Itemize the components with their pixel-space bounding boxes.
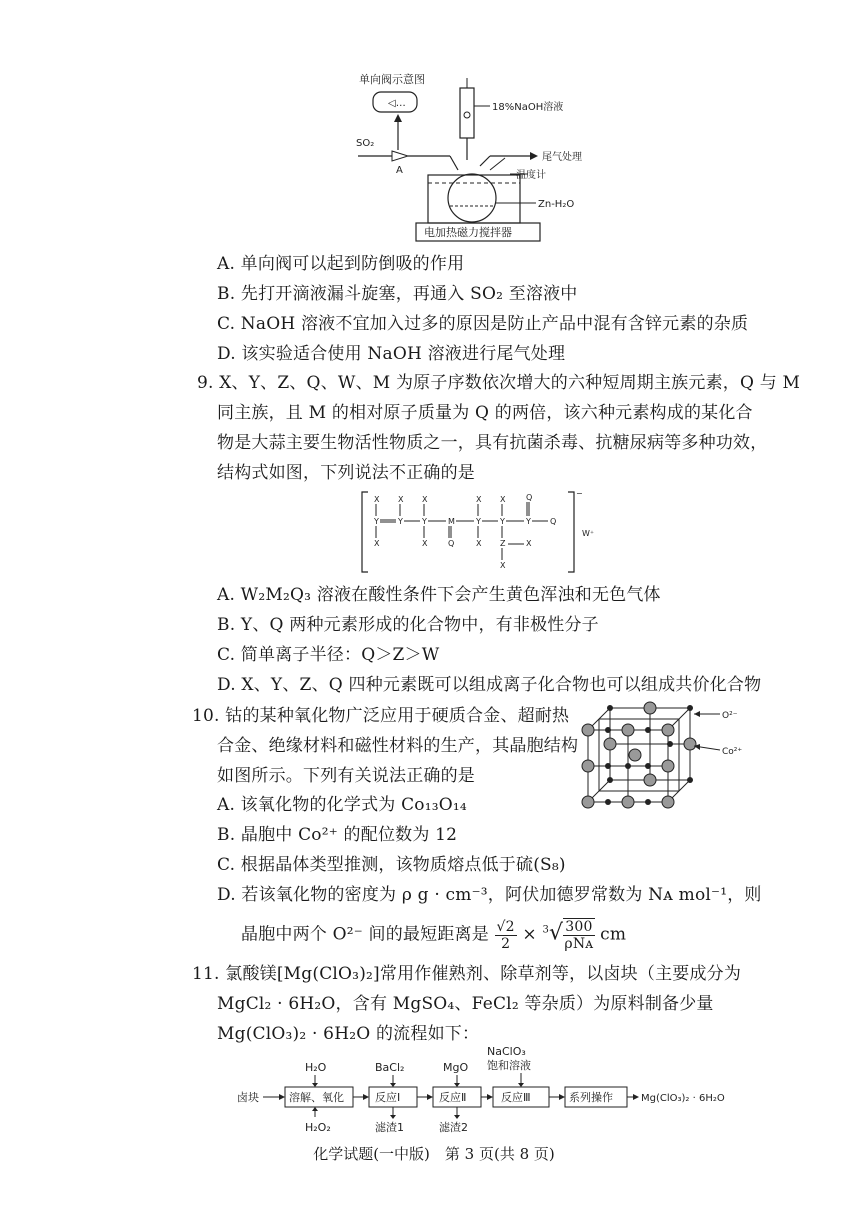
flow-box-1-label: 溶解、氧化 bbox=[289, 1091, 344, 1104]
times-symbol: × bbox=[522, 924, 537, 945]
q9-stem-line-1: 9. X、Y、Z、Q、W、M 为原子序数依次增大的六种短周期主族元素，Q 与 M bbox=[197, 373, 801, 393]
300-over-rho-na-fraction bbox=[563, 918, 594, 952]
flow-box-4-label: 反应Ⅲ bbox=[501, 1091, 531, 1104]
flow-in1-bottom: H₂O₂ bbox=[305, 1121, 331, 1134]
struct-charge: − bbox=[576, 489, 583, 498]
struct-mid-atom: Y bbox=[476, 517, 481, 526]
q8-option-c: C. NaOH 溶液不宜加入过多的原因是防止产品中混有含锌元素的杂质 bbox=[217, 314, 749, 334]
q10-stem-line-2: 合金、绝缘材料和磁性材料的生产，其晶胞结构 bbox=[217, 736, 579, 756]
struct-mid-atom: Y bbox=[500, 517, 505, 526]
check-valve-title: 单向阀示意图 bbox=[359, 73, 425, 86]
struct-top-atom: X bbox=[374, 495, 380, 504]
q9-stem-line-2: 同主族，且 M 的相对原子质量为 Q 的两倍，该六种元素构成的某化合 bbox=[217, 403, 753, 423]
struct-bottom-atom: X bbox=[476, 539, 482, 548]
struct-bottom-atom: X bbox=[374, 539, 380, 548]
q9-option-d: D. X、Y、Z、Q 四种元素既可以组成离子化合物也可以组成共价化合物 bbox=[217, 675, 762, 695]
flow-in3-top: MgO bbox=[443, 1061, 469, 1074]
flow-start: 卤块 bbox=[237, 1091, 259, 1104]
q9-structure-diagram bbox=[360, 488, 600, 576]
struct-top-atom: Q bbox=[526, 493, 533, 502]
struct-bottom2-atom: X bbox=[500, 561, 506, 570]
q10-stem-line-1: 10. 钴的某种氧化物广泛应用于硬质合金、超耐热 bbox=[192, 706, 570, 726]
fraction-numerator: 300 bbox=[565, 919, 593, 935]
struct-bottom-atom: Z bbox=[500, 539, 506, 548]
q10-option-d-line-2: 晶胞中两个 O²⁻ 间的最短距离是 $\frac{√2}{2}$ × $^3$√ $\frac{300}{\text{ρNᴀ}}$ cm bbox=[241, 918, 627, 952]
so2-label: SO₂ bbox=[356, 138, 375, 149]
crystal-o-label: O²⁻ bbox=[722, 711, 738, 721]
struct-top-atom: X bbox=[500, 495, 506, 504]
zn-label: Zn-H₂O bbox=[538, 199, 575, 210]
flow-in4-top-2: 饱和溶液 bbox=[487, 1059, 531, 1072]
flow-out2-bottom: 滤渣1 bbox=[375, 1121, 404, 1134]
sqrt2-over-2-fraction bbox=[495, 919, 517, 952]
struct-mid-atom: M bbox=[448, 517, 455, 526]
struct-bottom-atom: X bbox=[422, 539, 428, 548]
cuberoot-index: 3 bbox=[542, 924, 550, 936]
flow-end: Mg(ClO₃)₂ · 6H₂O bbox=[641, 1093, 725, 1104]
struct-mid-atom: Y bbox=[422, 517, 427, 526]
flow-in4-top-1: NaClO₃ bbox=[487, 1045, 526, 1058]
crystal-co-label: Co²⁺ bbox=[722, 747, 743, 757]
flow-in2-top: BaCl₂ bbox=[375, 1061, 405, 1074]
water-bath-icon bbox=[428, 175, 520, 223]
q10-option-b: B. 晶胞中 Co²⁺ 的配位数为 12 bbox=[217, 825, 458, 845]
q8-option-d: D. 该实验适合使用 NaOH 溶液进行尾气处理 bbox=[217, 344, 566, 364]
dropping-funnel-icon bbox=[460, 88, 474, 138]
svg-text:◁…: ◁… bbox=[388, 98, 406, 109]
fraction-denominator: ρNᴀ bbox=[564, 936, 594, 952]
stirrer-label: 电加热磁力搅拌器 bbox=[424, 226, 512, 239]
struct-top-atom: X bbox=[476, 495, 482, 504]
q10-option-a: A. 该氧化物的化学式为 Co₁₃O₁₄ bbox=[217, 795, 467, 815]
flow-in1-top: H₂O bbox=[305, 1061, 327, 1074]
crystal-structure-diagram bbox=[580, 700, 780, 810]
flask-icon bbox=[448, 174, 496, 222]
q9-option-a: A. W₂M₂Q₃ 溶液在酸性条件下会产生黄色浑浊和无色气体 bbox=[217, 585, 661, 605]
struct-top-atom: X bbox=[398, 495, 404, 504]
q9-stem-line-4: 结构式如图，下列说法不正确的是 bbox=[217, 463, 475, 483]
page-footer: 化学试题(一中版) 第 3 页(共 8 页) bbox=[313, 1145, 555, 1163]
struct-top-atom: X bbox=[422, 495, 428, 504]
q9-option-c: C. 简单离子半径：Q＞Z＞W bbox=[217, 645, 440, 665]
q11-stem-line-1: 11. 氯酸镁[Mg(ClO₃)₂]常用作催熟剂、除草剂等，以卤块（主要成分为 bbox=[192, 964, 742, 984]
q8-option-b: B. 先打开滴液漏斗旋塞，再通入 SO₂ 至溶液中 bbox=[217, 284, 578, 304]
q11-flowchart bbox=[225, 1045, 745, 1135]
struct-bottom-atom: X bbox=[526, 539, 532, 548]
struct-mid-atom: Y bbox=[526, 517, 531, 526]
struct-counter: W⁺ bbox=[582, 529, 595, 538]
q10-stem-line-3: 如图所示。下列有关说法正确的是 bbox=[217, 766, 475, 786]
flow-box-5-label: 系列操作 bbox=[569, 1091, 613, 1104]
q10-option-c: C. 根据晶体类型推测，该物质熔点低于硫(S₈) bbox=[217, 855, 566, 875]
q11-stem-line-2: MgCl₂ · 6H₂O，含有 MgSO₄、FeCl₂ 等杂质）为原料制备少量 bbox=[217, 994, 714, 1014]
thermometer-label: 温度计 bbox=[516, 170, 546, 181]
a-label: A bbox=[396, 165, 403, 176]
struct-bottom-atom: Q bbox=[448, 539, 455, 548]
fraction-denominator: 2 bbox=[501, 935, 511, 952]
q11-stem-line-3: Mg(ClO₃)₂ · 6H₂O 的流程如下： bbox=[217, 1024, 480, 1044]
struct-mid-atom: Q bbox=[550, 517, 557, 526]
flow-box-2-label: 反应Ⅰ bbox=[375, 1091, 401, 1104]
flow-box-3-label: 反应Ⅱ bbox=[439, 1091, 467, 1104]
q8-option-a: A. 单向阀可以起到防倒吸的作用 bbox=[217, 254, 465, 274]
fraction-numerator: √2 bbox=[496, 918, 515, 935]
naoh-label: 18%NaOH溶液 bbox=[492, 102, 564, 113]
tail-gas-label: 尾气处理 bbox=[542, 152, 582, 163]
q9-option-b: B. Y、Q 两种元素形成的化合物中，有非极性分子 bbox=[217, 615, 599, 635]
unit-cm: cm bbox=[600, 924, 627, 945]
struct-mid-atom: Y bbox=[398, 517, 403, 526]
q9-stem-line-3: 物是大蒜主要生物活性物质之一，具有抗菌杀毒、抗糖尿病等多种功效， bbox=[217, 433, 768, 453]
flow-out3-bottom: 滤渣2 bbox=[439, 1121, 468, 1134]
struct-mid-atom: Y bbox=[374, 517, 379, 526]
apparatus-diagram bbox=[340, 70, 620, 245]
q10-option-d: D. 若该氧化物的密度为 ρ g · cm⁻³，阿伏加德罗常数为 Nᴀ mol⁻¹，则 bbox=[217, 885, 762, 905]
q10-option-d-prefix: 晶胞中两个 O²⁻ 间的最短距离是 bbox=[241, 924, 489, 945]
